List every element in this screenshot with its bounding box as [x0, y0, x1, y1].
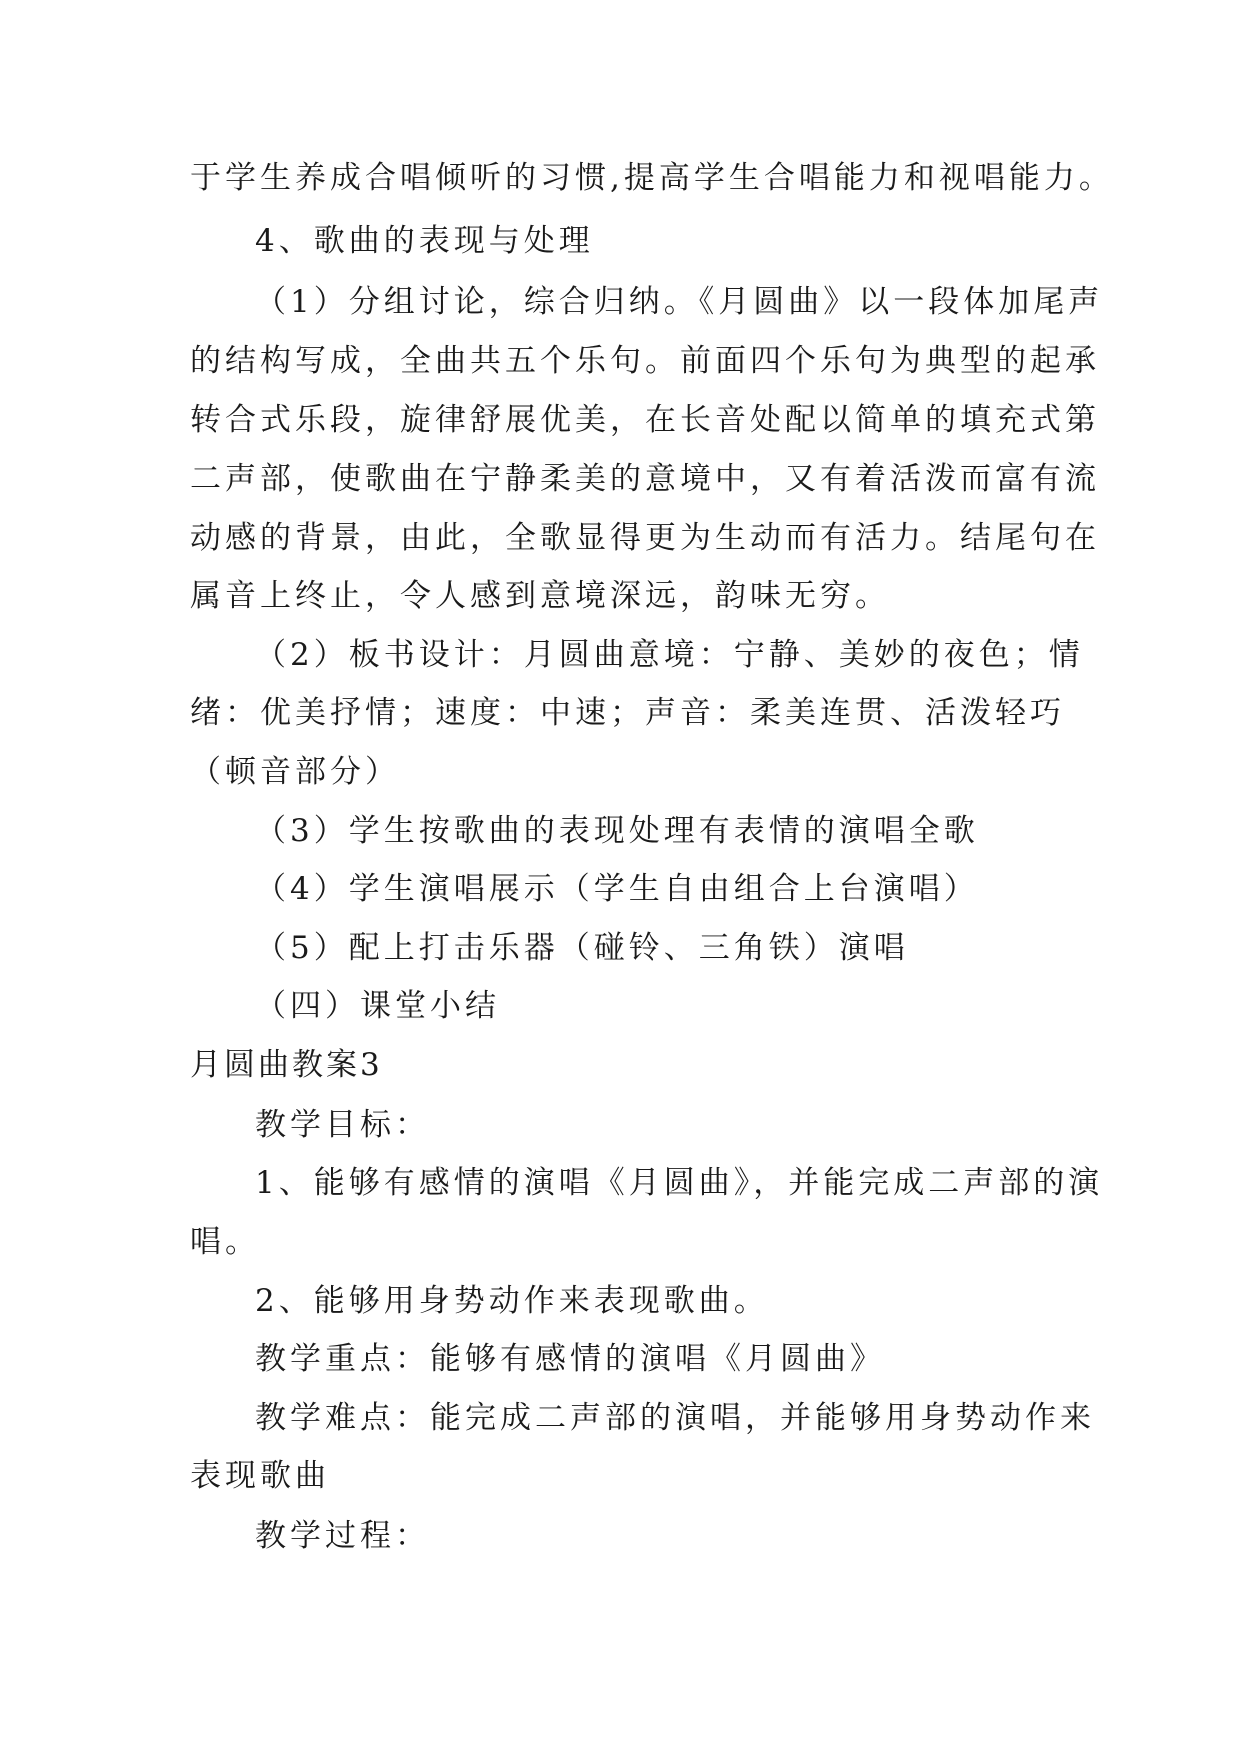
- body-line: 绪：优美抒情；速度：中速；声音：柔美连贯、活泼轻巧: [190, 695, 1065, 731]
- body-line: 表现歌曲: [190, 1458, 330, 1494]
- section-heading: 4、歌曲的表现与处理: [255, 223, 594, 259]
- body-line: 教学难点：能完成二声部的演唱，并能够用身势动作来: [255, 1400, 1095, 1436]
- section-heading: 教学过程：: [255, 1518, 430, 1554]
- body-line: （2）板书设计：月圆曲意境：宁静、美妙的夜色；情: [255, 637, 1084, 673]
- body-line: 属音上终止，令人感到意境深远，韵味无穷。: [190, 578, 890, 614]
- body-line: 唱。: [190, 1224, 260, 1260]
- body-line: 转合式乐段，旋律舒展优美，在长音处配以简单的填充式第: [190, 402, 1100, 438]
- document-title: 月圆曲教案3: [190, 1047, 383, 1083]
- body-line: 2、能够用身势动作来表现歌曲。: [255, 1283, 769, 1319]
- section-heading: （四）课堂小结: [255, 988, 500, 1024]
- list-item: （3）学生按歌曲的表现处理有表情的演唱全歌: [255, 813, 979, 849]
- body-line: 动感的背景，由此，全歌显得更为生动而有活力。结尾句在: [190, 520, 1100, 556]
- body-line: （顿音部分）: [190, 754, 400, 790]
- section-heading: 教学目标：: [255, 1107, 430, 1143]
- body-line: 于学生养成合唱倾听的习惯,提高学生合唱能力和视唱能力。: [190, 160, 1114, 196]
- list-item: （4）学生演唱展示（学生自由组合上台演唱）: [255, 871, 979, 907]
- body-line: 二声部，使歌曲在宁静柔美的意境中，又有着活泼而富有流: [190, 461, 1100, 497]
- body-line: 的结构写成，全曲共五个乐句。前面四个乐句为典型的起承: [190, 343, 1100, 379]
- body-line: （1）分组讨论，综合归纳。《月圆曲》以一段体加尾声: [255, 284, 1104, 320]
- list-item: （5）配上打击乐器（碰铃、三角铁）演唱: [255, 930, 909, 966]
- body-line: 教学重点：能够有感情的演唱《月圆曲》: [255, 1341, 885, 1377]
- body-line: 1、能够有感情的演唱《月圆曲》，并能完成二声部的演: [255, 1165, 1104, 1201]
